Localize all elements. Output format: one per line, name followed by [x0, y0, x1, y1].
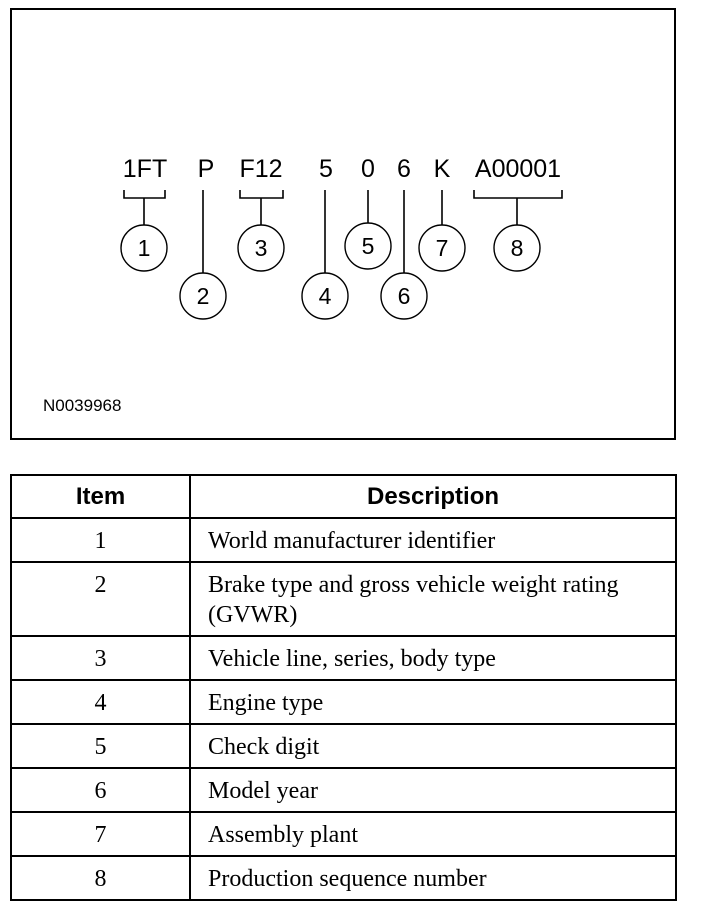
bracket-3: [240, 190, 283, 229]
table-header-row: [11, 475, 676, 518]
row-description: Model year: [190, 768, 676, 812]
row-item: 1: [11, 518, 190, 562]
row-description: Check digit: [190, 724, 676, 768]
callout-5: [345, 223, 391, 269]
row-item: 3: [11, 636, 190, 680]
vin-segment-6: 6: [397, 155, 411, 183]
row-item: 4: [11, 680, 190, 724]
callout-8: [494, 225, 540, 271]
row-description: Assembly plant: [190, 812, 676, 856]
row-item: 8: [11, 856, 190, 900]
vin-segment-4: 5: [319, 155, 333, 183]
row-description: Brake type and gross vehicle weight rating (GVWR): [190, 562, 676, 636]
table-row: [11, 724, 676, 768]
callout-2: [180, 273, 226, 319]
row-description: Production sequence number: [190, 856, 676, 900]
table-row: [11, 518, 676, 562]
table-row: [11, 562, 676, 636]
callout-5-number: 5: [361, 233, 375, 259]
row-description: Vehicle line, series, body type: [190, 636, 676, 680]
figure-id: N0039968: [43, 396, 122, 415]
vin-diagram-graphic: [12, 10, 674, 438]
vin-segment-2: P: [197, 155, 215, 183]
callout-4-number: 4: [318, 283, 332, 309]
callout-3-number: 3: [254, 235, 268, 261]
row-item: 6: [11, 768, 190, 812]
leader-lines: [124, 190, 562, 275]
table-row: [11, 768, 676, 812]
table-row: [11, 636, 676, 680]
callout-2-number: 2: [196, 283, 210, 309]
callout-4: [302, 273, 348, 319]
row-item: 2: [11, 562, 190, 636]
callout-7: [419, 225, 465, 271]
bracket-1: [124, 190, 165, 229]
row-description: World manufacturer identifier: [190, 518, 676, 562]
callout-8-number: 8: [510, 235, 524, 261]
table-row: [11, 680, 676, 724]
callout-1: [121, 225, 167, 271]
row-item: 5: [11, 724, 190, 768]
callout-1-number: 1: [137, 235, 151, 261]
vin-diagram: [10, 8, 676, 440]
vin-segment-8: A00001: [474, 155, 562, 183]
table-row: [11, 856, 676, 900]
table-row: [11, 812, 676, 856]
bracket-8: [474, 190, 562, 227]
vin-segment-7: K: [433, 155, 451, 183]
callout-7-number: 7: [435, 235, 449, 261]
vin-segment-5: 0: [361, 155, 375, 183]
callout-6: [381, 273, 427, 319]
vin-segment-1: 1FT: [122, 155, 168, 183]
row-description: Engine type: [190, 680, 676, 724]
callout-3: [238, 225, 284, 271]
callout-6-number: 6: [397, 283, 411, 309]
header-description: Description: [190, 475, 676, 518]
vin-segment-3: F12: [239, 155, 283, 183]
header-item: Item: [11, 475, 190, 518]
item-description-table: [10, 474, 677, 901]
row-item: 7: [11, 812, 190, 856]
